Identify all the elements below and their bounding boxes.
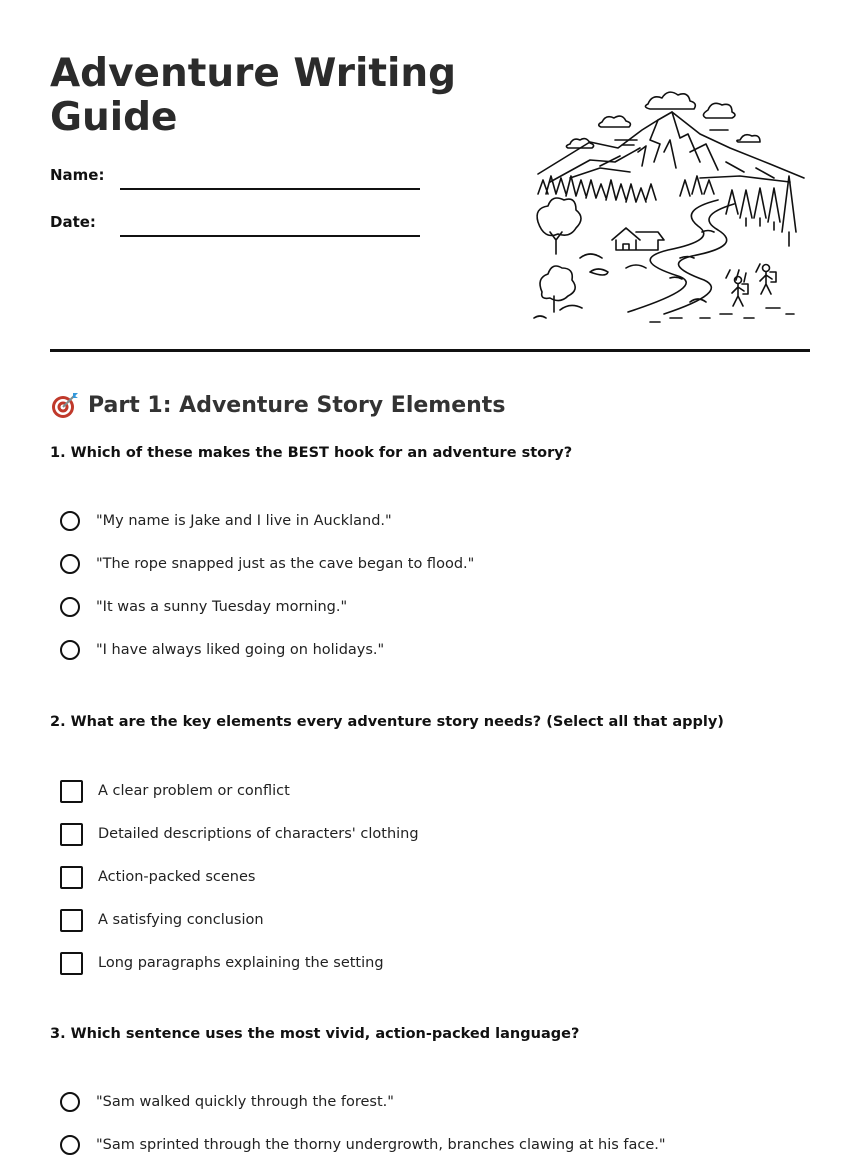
page-title: Adventure Writing Guide [50, 51, 457, 140]
option-label: Long paragraphs explaining the setting [98, 955, 384, 971]
date-label: Date: [50, 213, 96, 231]
mountain-landscape-illustration [530, 82, 810, 327]
option-label: "It was a sunny Tuesday morning." [96, 599, 348, 615]
q3-option-2[interactable] [60, 1132, 666, 1158]
name-field [50, 166, 430, 196]
radio-button[interactable] [60, 1092, 80, 1112]
option-label: "My name is Jake and I live in Auckland." [96, 513, 392, 529]
option-label: A satisfying conclusion [98, 912, 264, 928]
option-label: Detailed descriptions of characters' clothing [98, 826, 419, 842]
checkbox[interactable] [60, 909, 83, 932]
question-2: 2. What are the key elements every adventure story needs? (Select all that apply) [50, 714, 724, 730]
date-field [50, 213, 430, 243]
q1-option-2[interactable] [60, 551, 474, 577]
part1-heading [50, 388, 505, 422]
target-dart-icon [50, 390, 80, 420]
checkbox[interactable] [60, 952, 83, 975]
q1-option-4[interactable] [60, 637, 384, 663]
checkbox[interactable] [60, 866, 83, 889]
header-divider [50, 349, 810, 352]
option-label: "Sam sprinted through the thorny undergrowth, branches clawing at his face." [96, 1137, 666, 1153]
option-label: "The rope snapped just as the cave began to flood." [96, 556, 475, 572]
q1-option-1[interactable] [60, 508, 392, 534]
radio-button[interactable] [60, 597, 80, 617]
option-label: "Sam walked quickly through the forest." [96, 1094, 394, 1110]
part1-title: Part 1: Adventure Story Elements [88, 392, 506, 418]
radio-button[interactable] [60, 554, 80, 574]
checkbox[interactable] [60, 823, 83, 846]
radio-button[interactable] [60, 1135, 80, 1155]
q2-option-5[interactable] [60, 950, 384, 976]
name-write-line[interactable] [120, 188, 420, 190]
q1-option-3[interactable] [60, 594, 347, 620]
question-1: 1. Which of these makes the BEST hook for an adventure story? [50, 445, 573, 461]
option-label: Action-packed scenes [98, 869, 256, 885]
option-label: A clear problem or conflict [98, 783, 290, 799]
q2-option-4[interactable] [60, 907, 264, 933]
date-write-line[interactable] [120, 235, 420, 237]
checkbox[interactable] [60, 780, 83, 803]
q2-option-1[interactable] [60, 778, 290, 804]
option-label: "I have always liked going on holidays." [96, 642, 385, 658]
q2-option-2[interactable] [60, 821, 419, 847]
radio-button[interactable] [60, 511, 80, 531]
radio-button[interactable] [60, 640, 80, 660]
q3-option-1[interactable] [60, 1089, 394, 1115]
q2-option-3[interactable] [60, 864, 255, 890]
question-3: 3. Which sentence uses the most vivid, action-packed language? [50, 1026, 580, 1042]
name-label: Name: [50, 166, 105, 184]
